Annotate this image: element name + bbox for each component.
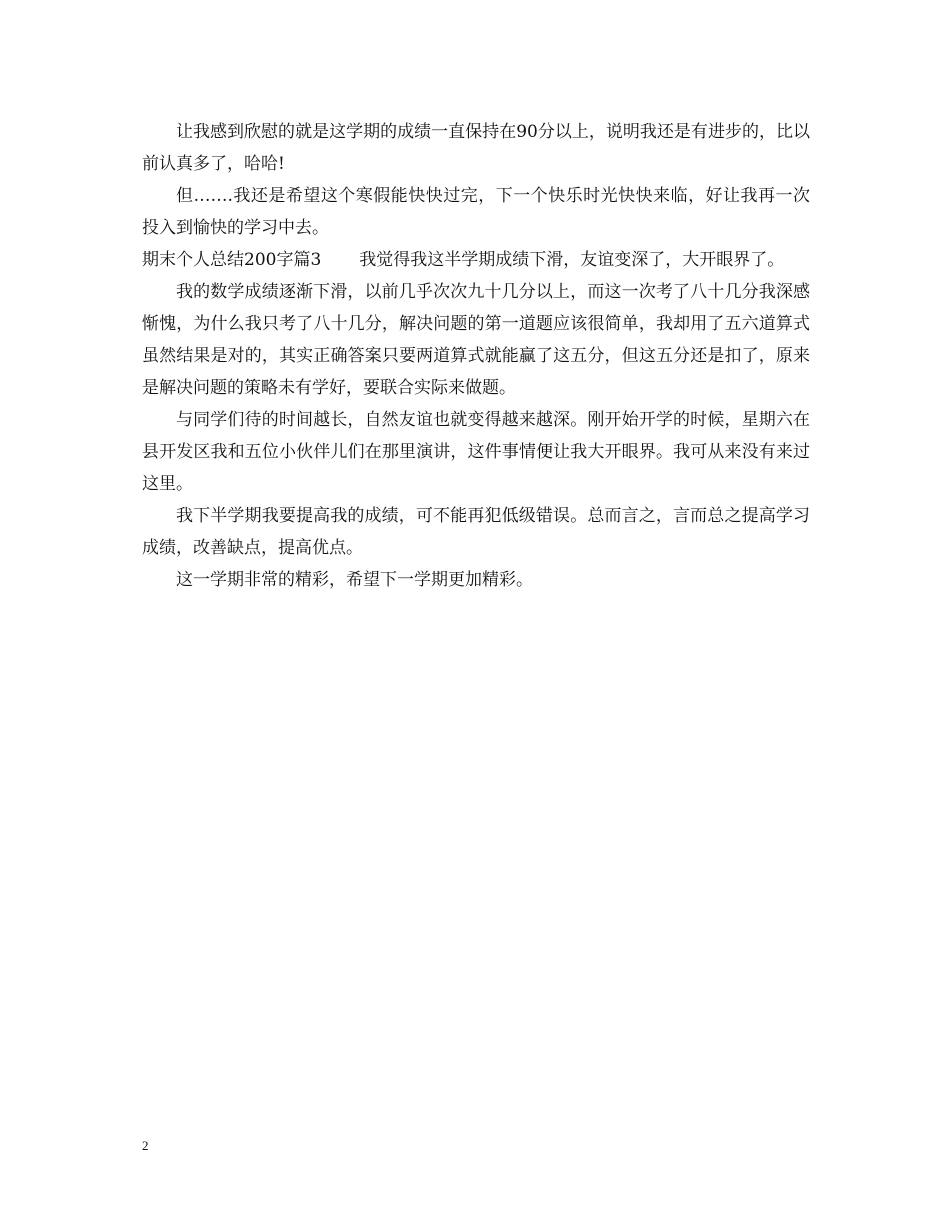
paragraph-plan: 我下半学期我要提高我的成绩，可不能再犯低级错误。总而言之，言而总之提高学习成绩，改善缺点，提高优点。	[142, 506, 810, 558]
paragraph-friendship: 与同学们待的时间越长，自然友谊也就变得越来越深。刚开始开学的时候，星期六在县开发区我和五位小伙伴儿们在那里演讲，这件事情便让我大开眼界。我可从来没有来过这里。	[142, 410, 810, 494]
section-heading: 期末个人总结200字篇3	[142, 250, 322, 270]
section-heading-paragraph	[142, 244, 810, 276]
page-number: 2	[142, 1138, 149, 1153]
document-body	[142, 116, 810, 596]
paragraph-winter-break: 但…….我还是希望这个寒假能快快过完，下一个快乐时光快快来临，好让我再一次投入到愉快的学习中去。	[142, 186, 810, 238]
paragraph-closing: 这一学期非常的精彩，希望下一学期更加精彩。	[176, 570, 533, 590]
paragraph-progress: 让我感到欣慰的就是这学期的成绩一直保持在90分以上，说明我还是有进步的，比以前认真多了，哈哈!	[142, 122, 810, 174]
section-lead: 我觉得我这半学期成绩下滑，友谊变深了，大开眼界了。	[359, 250, 785, 270]
paragraph-math: 我的数学成绩逐渐下滑，以前几乎次次九十几分以上，而这一次考了八十几分我深感惭愧，为什么我只考了八十几分，解决问题的第一道题应该很简单，我却用了五六道算式虽然结果是对的，其实正确答案只要两道算式就能赢了这五分，但这五分还是扣了，原来是解决问题的策略未有学好，要联合实际来做题。	[142, 282, 810, 398]
